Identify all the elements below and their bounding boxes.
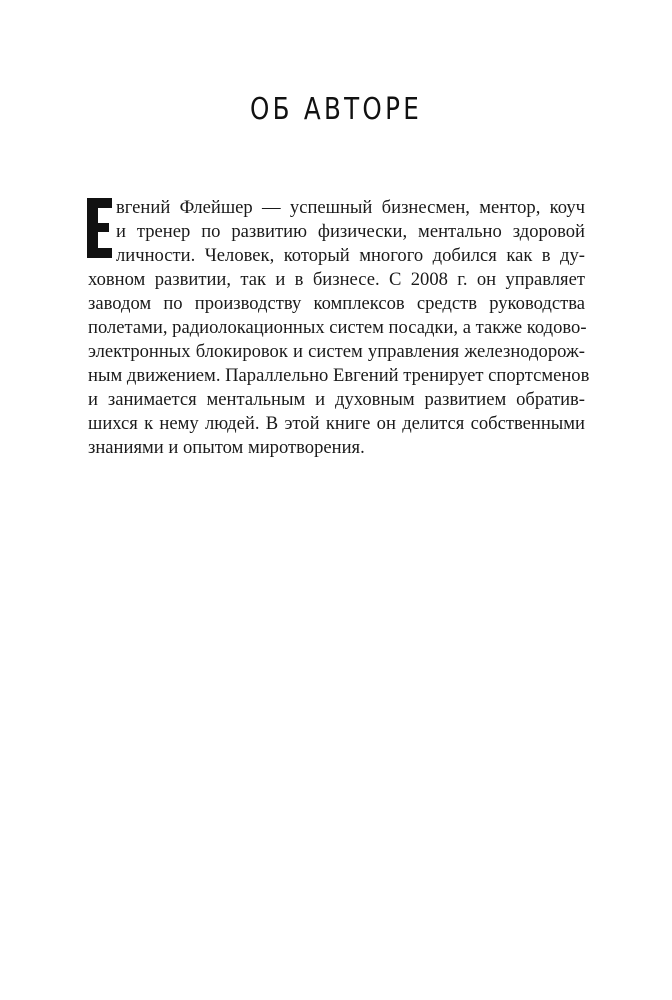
- paragraph-line: заводом по производству комплексов средств руководства: [88, 293, 585, 314]
- page-title: ОБ АВТОРЕ: [249, 92, 423, 127]
- paragraph-line: и тренер по развитию физически, ментально здоровой: [116, 221, 585, 242]
- paragraph-line: шихся к нему людей. В этой книге он делится собственными: [88, 413, 585, 434]
- paragraph-line: полетами, радиолокационных систем посадки, а также кодово-: [88, 317, 587, 338]
- drop-cap-letter: [87, 198, 112, 258]
- paragraph-line: ховном развитии, так и в бизнесе. С 2008 г. он управляет: [88, 269, 585, 290]
- paragraph-line: знаниями и опытом миротворения.: [88, 437, 365, 458]
- paragraph-line: личности. Человек, который многого добился как в ду-: [116, 245, 585, 266]
- paragraph-line: и занимается ментальным и духовным развитием обратив-: [88, 389, 585, 410]
- paragraph-line: ным движением. Параллельно Евгений тренирует спортсменов: [88, 365, 590, 386]
- paragraph-line: вгений Флейшер — успешный бизнесмен, ментор, коуч: [116, 197, 585, 218]
- paragraph-line: электронных блокировок и систем управления железнодорож-: [88, 341, 585, 362]
